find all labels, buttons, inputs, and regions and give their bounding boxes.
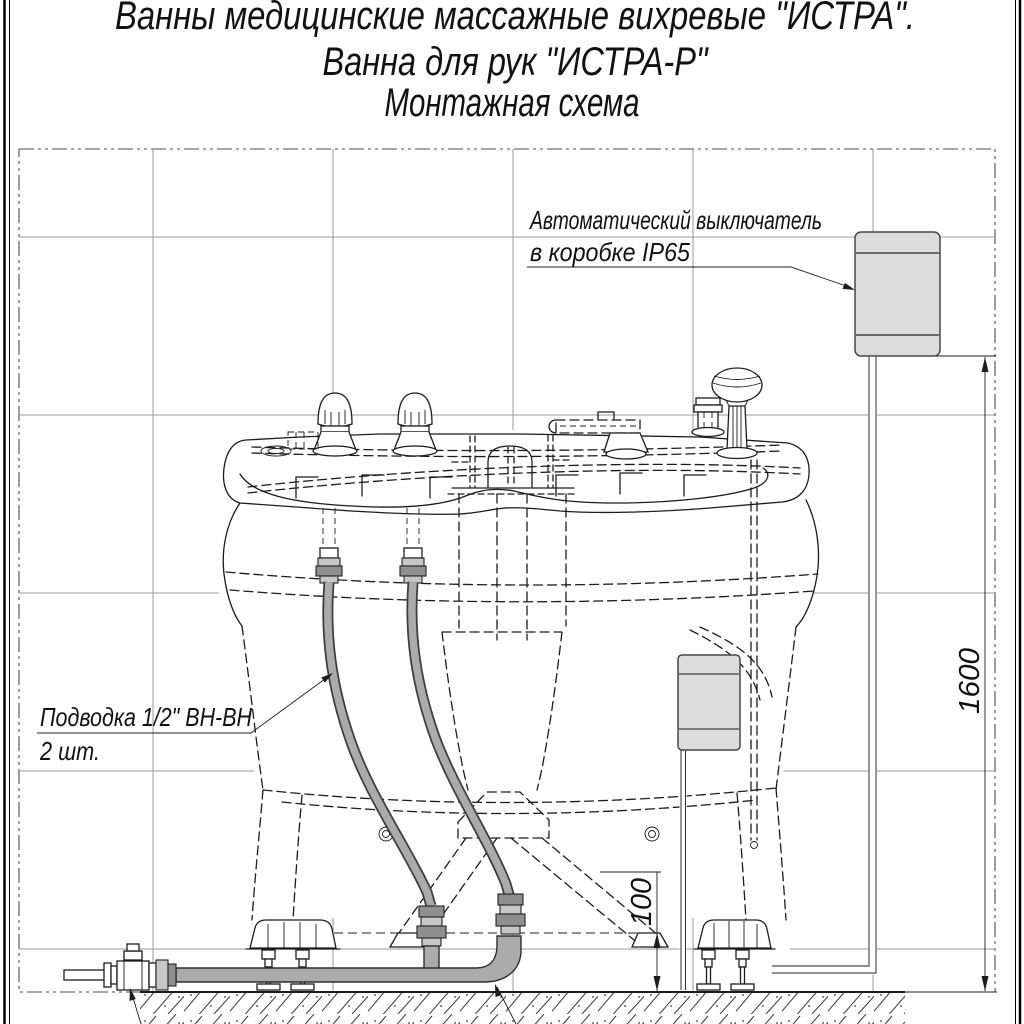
supply-label-line-2: 2 шт.: [39, 736, 100, 766]
floor-hatch: [140, 992, 905, 1024]
supply-label-line-1: Подводка 1/2" ВН-ВН: [40, 702, 253, 732]
title-line-1: Ванны медицинские массажные вихревые "ИСТРА".: [115, 0, 915, 38]
breaker-label-line-1: Автоматический выключатель: [528, 205, 822, 235]
breaker-label-line-2: в коробке IP65: [530, 237, 691, 267]
dimension-100-value: 100: [626, 877, 658, 926]
title-line-3: Монтажная схема: [384, 81, 640, 125]
floor: [140, 992, 997, 1024]
title-line-2: Ванна для рук "ИСТРА-Р": [322, 40, 709, 84]
dimension-1600-value: 1600: [954, 649, 986, 714]
